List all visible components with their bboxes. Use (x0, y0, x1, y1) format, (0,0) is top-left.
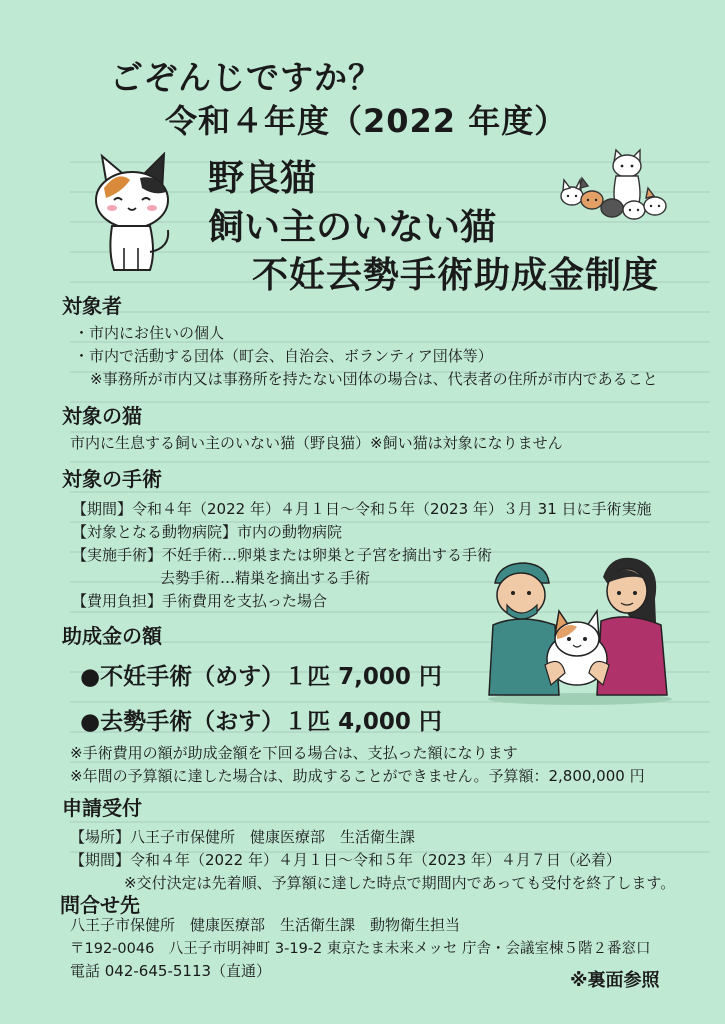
contact-department: 八王子市保健所 健康医療部 生活衛生課 動物衛生担当 (70, 916, 461, 934)
application-heading: 申請受付 (62, 796, 142, 820)
title-line-1: 野良猫 (208, 158, 317, 199)
subsidy-neuter-amount: ●去勢手術（おす）１匹 4,000 円 (80, 709, 442, 735)
eligibility-item-1: ・市内にお住いの個人 (74, 324, 225, 342)
application-note: ※交付決定は先着順、予算額に達した時点で期間内であっても受付を終了します。 (124, 874, 676, 892)
target-cat-heading: 対象の猫 (62, 404, 142, 428)
cat-group-illustration (558, 148, 668, 222)
eligibility-note: ※事務所が市内又は事務所を持たない団体の場合は、代表者の住所が市内であること (90, 370, 658, 388)
subsidy-spay-amount: ●不妊手術（めす）１匹 7,000 円 (80, 664, 442, 690)
contact-phone: 電話 042-645-5113（直通） (70, 962, 272, 980)
application-period: 【期間】令和４年（2022 年）４月１日～令和５年（2023 年）４月７日（必着） (70, 851, 621, 869)
title-line-2: 飼い主のいない猫 (208, 207, 497, 248)
eligibility-item-2: ・市内で活動する団体（町会、自治会、ボランティア団体等） (74, 347, 493, 365)
vet-and-owner-illustration (485, 555, 675, 705)
title-line-3: 不妊去勢手術助成金制度 (252, 255, 660, 296)
surgery-hospital: 【対象となる動物病院】市内の動物病院 (72, 523, 343, 541)
subsidy-note-2: ※年間の予算額に達した場合は、助成することができません。予算額：2,800,000 円 (70, 767, 645, 785)
subsidy-heading: 助成金の額 (62, 624, 162, 648)
surgery-type-neuter: 去勢手術…精巣を摘出する手術 (160, 569, 371, 587)
cat-illustration (88, 152, 174, 276)
fiscal-year: 令和４年度（2022 年度） (165, 102, 568, 140)
intro-question: ごぞんじですか？ (110, 58, 382, 97)
application-place: 【場所】八王子市保健所 健康医療部 生活衛生課 (70, 828, 416, 846)
surgery-period: 【期間】令和４年（2022 年）４月１日～令和５年（2023 年）３月 31 日に手術実施 (72, 500, 652, 518)
eligibility-heading: 対象者 (62, 294, 122, 318)
surgery-heading: 対象の手術 (62, 467, 162, 491)
target-cat-text: 市内に生息する飼い主のいない猫（野良猫）※飼い猫は対象になりません (70, 434, 563, 452)
subsidy-note-1: ※手術費用の額が助成金額を下回る場合は、支払った額になります (70, 744, 518, 762)
surgery-cost: 【費用負担】手術費用を支払った場合 (72, 592, 328, 610)
contact-address: 〒192-0046 八王子市明神町 3-19-2 東京たま未来メッセ 庁舎・会議室棟５階２番窓口 (70, 941, 651, 957)
see-back-note: ※裏面参照 (570, 970, 660, 991)
contact-heading: 問合せ先 (60, 893, 140, 917)
surgery-type-spay: 【実施手術】不妊手術…卵巣または卵巣と子宮を摘出する手術 (72, 546, 493, 564)
